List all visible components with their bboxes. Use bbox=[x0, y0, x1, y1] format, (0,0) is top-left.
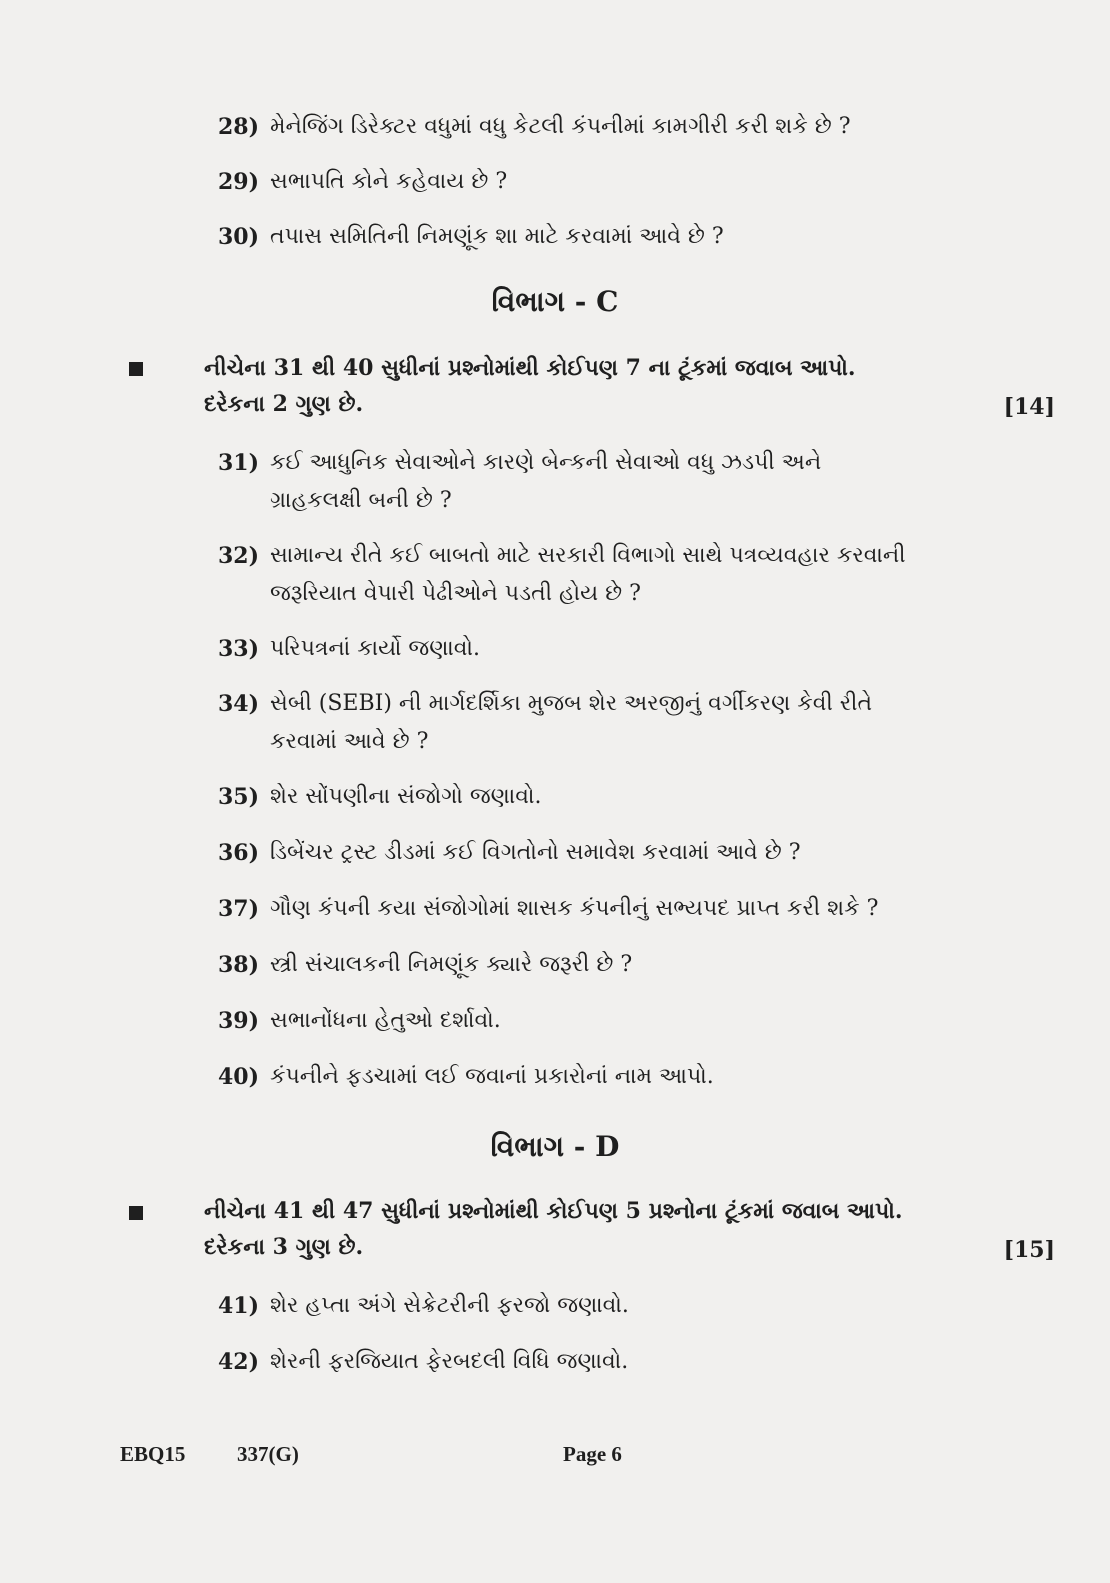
question-text: ડિબેંચર ટ્રસ્ટ ડીડમાં કઈ વિગતોનો સમાવેશ કરવામાં આવે છે ? bbox=[270, 840, 801, 865]
question-text: સેબી (SEBI) ની માર્ગદર્શિકા મુજબ શેર અરજીનું વર્ગીકરણ કેવી રીતે કરવામાં આવે છે ? bbox=[270, 691, 873, 754]
question-text: શેર સોંપણીના સંજોગો જણાવો. bbox=[270, 784, 542, 809]
section-c-instruction bbox=[204, 350, 944, 422]
section-d-instruction bbox=[204, 1193, 944, 1265]
question-number: 41) bbox=[218, 1293, 260, 1319]
question-text: શેરની ફરજિયાત ફેરબદલી વિધિ જણાવો. bbox=[270, 1349, 629, 1374]
section-d-title: વિભાગ - D bbox=[490, 1130, 620, 1163]
question-number: 28) bbox=[218, 114, 260, 140]
section-d-marks: [15] bbox=[1003, 1237, 1055, 1263]
question-number: 34) bbox=[218, 691, 260, 717]
bullet-square-icon bbox=[129, 362, 143, 376]
instruction-line-2: દરેકના 2 ગુણ છે. bbox=[204, 391, 364, 417]
instruction-line-1: નીચેના 31 થી 40 સુધીનાં પ્રશ્નોમાંથી કોઈપણ 7 ના ટૂંકમાં જવાબ આપો. bbox=[204, 355, 856, 381]
question-number: 33) bbox=[218, 636, 260, 662]
question-text: ગૌણ કંપની કયા સંજોગોમાં શાસક કંપનીનું સભ્યપદ પ્રાપ્ત કરી શકે ? bbox=[270, 896, 879, 921]
question-42 bbox=[218, 1343, 918, 1381]
question-text: સભાનોંધના હેતુઓ દર્શાવો. bbox=[270, 1008, 501, 1033]
question-30 bbox=[218, 218, 918, 256]
question-text: કંપનીને ફડચામાં લઈ જવાનાં પ્રકારોનાં નામ આપો. bbox=[270, 1064, 714, 1089]
question-36 bbox=[218, 834, 918, 872]
question-number: 29) bbox=[218, 169, 260, 195]
section-c-marks: [14] bbox=[1003, 394, 1055, 420]
footer-page-number: Page 6 bbox=[563, 1442, 622, 1466]
question-number: 31) bbox=[218, 450, 260, 476]
bullet-square-icon bbox=[129, 1206, 143, 1220]
question-text: સામાન્ય રીતે કઈ બાબતો માટે સરકારી વિભાગો સાથે પત્રવ્યવહાર કરવાની જરૂરિયાત વેપારી પેઢીઓને પડતી હોય છે ? bbox=[270, 543, 906, 606]
question-text: સભાપતિ કોને કહેવાય છે ? bbox=[270, 169, 508, 194]
question-34 bbox=[218, 685, 918, 761]
question-28 bbox=[218, 108, 918, 146]
instruction-line-1: નીચેના 41 થી 47 સુધીનાં પ્રશ્નોમાંથી કોઈપણ 5 પ્રશ્નોના ટૂંકમાં જવાબ આપો. bbox=[204, 1198, 903, 1224]
section-c-title: વિભાગ - C bbox=[491, 285, 619, 318]
question-number: 30) bbox=[218, 224, 260, 250]
question-number: 36) bbox=[218, 840, 260, 866]
footer-paper-number: 337(G) bbox=[237, 1442, 299, 1466]
footer-code: EBQ15 bbox=[120, 1442, 186, 1466]
question-text: મેનેજિંગ ડિરેક્ટર વધુમાં વધુ કેટલી કંપનીમાં કામગીરી કરી શકે છે ? bbox=[270, 114, 851, 139]
question-37 bbox=[218, 890, 918, 928]
question-40 bbox=[218, 1058, 918, 1096]
question-number: 35) bbox=[218, 784, 260, 810]
question-number: 39) bbox=[218, 1008, 260, 1034]
question-38 bbox=[218, 946, 918, 984]
question-text: કઈ આધુનિક સેવાઓને કારણે બેન્કની સેવાઓ વધુ ઝડપી અને ગ્રાહકલક્ષી બની છે ? bbox=[270, 450, 822, 513]
question-number: 42) bbox=[218, 1349, 260, 1375]
question-text: શેર હપ્તા અંગે સેક્રેટરીની ફરજો જણાવો. bbox=[270, 1293, 629, 1318]
question-text: સ્ત્રી સંચાલકની નિમણૂંક ક્યારે જરૂરી છે ? bbox=[270, 952, 633, 977]
question-number: 40) bbox=[218, 1064, 260, 1090]
question-number: 38) bbox=[218, 952, 260, 978]
instruction-line-2: દરેકના 3 ગુણ છે. bbox=[204, 1234, 364, 1260]
question-39 bbox=[218, 1002, 918, 1040]
question-32 bbox=[218, 537, 918, 613]
question-35 bbox=[218, 778, 918, 816]
question-41 bbox=[218, 1287, 918, 1325]
question-29 bbox=[218, 163, 918, 201]
question-number: 32) bbox=[218, 543, 260, 569]
question-number: 37) bbox=[218, 896, 260, 922]
question-text: પરિપત્રનાં કાર્યો જણાવો. bbox=[270, 636, 481, 661]
question-31 bbox=[218, 444, 918, 520]
question-text: તપાસ સમિતિની નિમણૂંક શા માટે કરવામાં આવે છે ? bbox=[270, 224, 724, 249]
question-33 bbox=[218, 630, 918, 668]
